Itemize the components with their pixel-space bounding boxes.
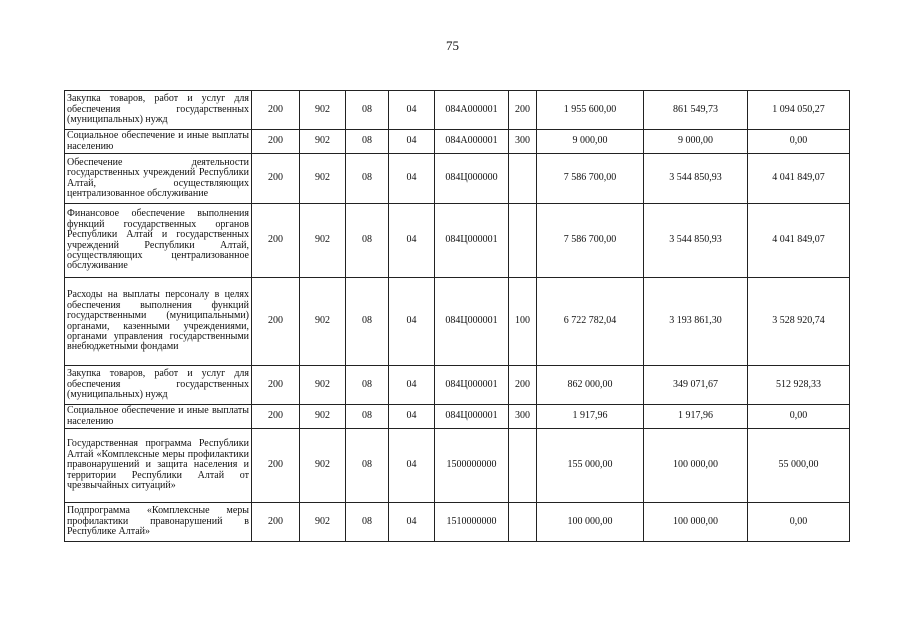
row-code-expense-type <box>509 503 537 542</box>
row-code-target: 084Ц000000 <box>435 154 509 204</box>
row-description: Подпрограмма «Комплексные меры профилактики правонарушений в Республике Алтай» <box>65 503 252 542</box>
row-code-target: 084Ц000001 <box>435 278 509 366</box>
row-description: Закупка товаров, работ и услуг для обеспечения государственных (муниципальных) нужд <box>65 91 252 130</box>
table-row <box>65 154 850 204</box>
row-amount-executed: 3 544 850,93 <box>644 204 748 278</box>
row-amount-plan: 9 000,00 <box>537 130 644 154</box>
row-code-expense-type: 300 <box>509 130 537 154</box>
row-amount-remaining: 512 928,33 <box>748 366 850 405</box>
row-code-subsection: 04 <box>389 366 435 405</box>
table-row <box>65 204 850 278</box>
row-code-subsection: 04 <box>389 405 435 429</box>
row-code-section: 08 <box>346 154 389 204</box>
row-code-target: 084Ц000001 <box>435 204 509 278</box>
row-amount-plan: 7 586 700,00 <box>537 204 644 278</box>
row-code-expense-type: 300 <box>509 405 537 429</box>
row-amount-executed: 100 000,00 <box>644 429 748 503</box>
row-code-expense-type: 100 <box>509 278 537 366</box>
row-amount-executed: 349 071,67 <box>644 366 748 405</box>
row-code-section: 08 <box>346 204 389 278</box>
table-row <box>65 429 850 503</box>
row-code-target: 084Ц000001 <box>435 405 509 429</box>
row-code-subsection: 04 <box>389 429 435 503</box>
row-code-ved: 902 <box>300 429 346 503</box>
row-description: Социальное обеспечение и иные выплаты населению <box>65 130 252 154</box>
row-amount-executed: 861 549,73 <box>644 91 748 130</box>
row-code-subsection: 04 <box>389 278 435 366</box>
page-number: 75 <box>446 38 459 53</box>
row-code-section: 08 <box>346 278 389 366</box>
row-amount-remaining: 0,00 <box>748 503 850 542</box>
row-amount-plan: 155 000,00 <box>537 429 644 503</box>
row-code-section: 08 <box>346 503 389 542</box>
row-code-target: 084А000001 <box>435 91 509 130</box>
row-code-grbs: 200 <box>252 130 300 154</box>
row-code-subsection: 04 <box>389 503 435 542</box>
row-code-expense-type: 200 <box>509 91 537 130</box>
row-amount-executed: 3 544 850,93 <box>644 154 748 204</box>
row-amount-remaining: 0,00 <box>748 405 850 429</box>
row-amount-remaining: 1 094 050,27 <box>748 91 850 130</box>
row-amount-executed: 100 000,00 <box>644 503 748 542</box>
row-code-subsection: 04 <box>389 154 435 204</box>
table-body <box>65 91 850 542</box>
row-code-section: 08 <box>346 91 389 130</box>
row-amount-remaining: 3 528 920,74 <box>748 278 850 366</box>
row-code-ved: 902 <box>300 154 346 204</box>
row-code-ved: 902 <box>300 503 346 542</box>
row-description: Финансовое обеспечение выполнения функций государственных органов Республики Алтай и государственных учреждений Республики Алтай, осуществляющих централизованное обслуживание <box>65 204 252 278</box>
row-code-subsection: 04 <box>389 204 435 278</box>
table-row <box>65 503 850 542</box>
row-code-ved: 902 <box>300 130 346 154</box>
row-code-grbs: 200 <box>252 429 300 503</box>
row-amount-plan: 1 917,96 <box>537 405 644 429</box>
row-amount-executed: 9 000,00 <box>644 130 748 154</box>
table-row <box>65 405 850 429</box>
row-code-target: 084А000001 <box>435 130 509 154</box>
row-code-grbs: 200 <box>252 204 300 278</box>
row-amount-remaining: 0,00 <box>748 130 850 154</box>
row-amount-plan: 7 586 700,00 <box>537 154 644 204</box>
row-amount-plan: 100 000,00 <box>537 503 644 542</box>
row-code-section: 08 <box>346 429 389 503</box>
row-code-section: 08 <box>346 366 389 405</box>
row-code-grbs: 200 <box>252 366 300 405</box>
row-description: Социальное обеспечение и иные выплаты населению <box>65 405 252 429</box>
row-code-section: 08 <box>346 405 389 429</box>
row-code-ved: 902 <box>300 278 346 366</box>
row-description: Расходы на выплаты персоналу в целях обеспечения выполнения функций государственными (муниципальными) органами, казенными учреждениями, органами управления государственными внебюджетными фондами <box>65 278 252 366</box>
row-amount-remaining: 55 000,00 <box>748 429 850 503</box>
row-code-ved: 902 <box>300 204 346 278</box>
row-code-subsection: 04 <box>389 130 435 154</box>
row-code-grbs: 200 <box>252 154 300 204</box>
row-code-target: 1500000000 <box>435 429 509 503</box>
row-code-ved: 902 <box>300 366 346 405</box>
row-code-grbs: 200 <box>252 91 300 130</box>
row-code-expense-type: 200 <box>509 366 537 405</box>
row-description: Государственная программа Республики Алтай «Комплексные меры профилактики правонарушений и защита населения и территории Республики Алтай от чрезвычайных ситуаций» <box>65 429 252 503</box>
table-row <box>65 366 850 405</box>
row-code-target: 1510000000 <box>435 503 509 542</box>
row-code-grbs: 200 <box>252 503 300 542</box>
row-description: Обеспечение деятельности государственных учреждений Республики Алтай, осуществляющих централизованное обслуживание <box>65 154 252 204</box>
row-amount-plan: 6 722 782,04 <box>537 278 644 366</box>
table-row <box>65 91 850 130</box>
row-code-grbs: 200 <box>252 405 300 429</box>
row-amount-executed: 3 193 861,30 <box>644 278 748 366</box>
row-code-ved: 902 <box>300 405 346 429</box>
row-code-expense-type <box>509 204 537 278</box>
row-code-grbs: 200 <box>252 278 300 366</box>
row-amount-executed: 1 917,96 <box>644 405 748 429</box>
row-amount-plan: 862 000,00 <box>537 366 644 405</box>
row-description: Закупка товаров, работ и услуг для обеспечения государственных (муниципальных) нужд <box>65 366 252 405</box>
row-code-subsection: 04 <box>389 91 435 130</box>
budget-table <box>64 90 850 542</box>
row-code-section: 08 <box>346 130 389 154</box>
row-amount-remaining: 4 041 849,07 <box>748 204 850 278</box>
row-code-expense-type <box>509 154 537 204</box>
row-amount-plan: 1 955 600,00 <box>537 91 644 130</box>
row-amount-remaining: 4 041 849,07 <box>748 154 850 204</box>
row-code-ved: 902 <box>300 91 346 130</box>
table-row <box>65 130 850 154</box>
row-code-expense-type <box>509 429 537 503</box>
row-code-target: 084Ц000001 <box>435 366 509 405</box>
table-row <box>65 278 850 366</box>
